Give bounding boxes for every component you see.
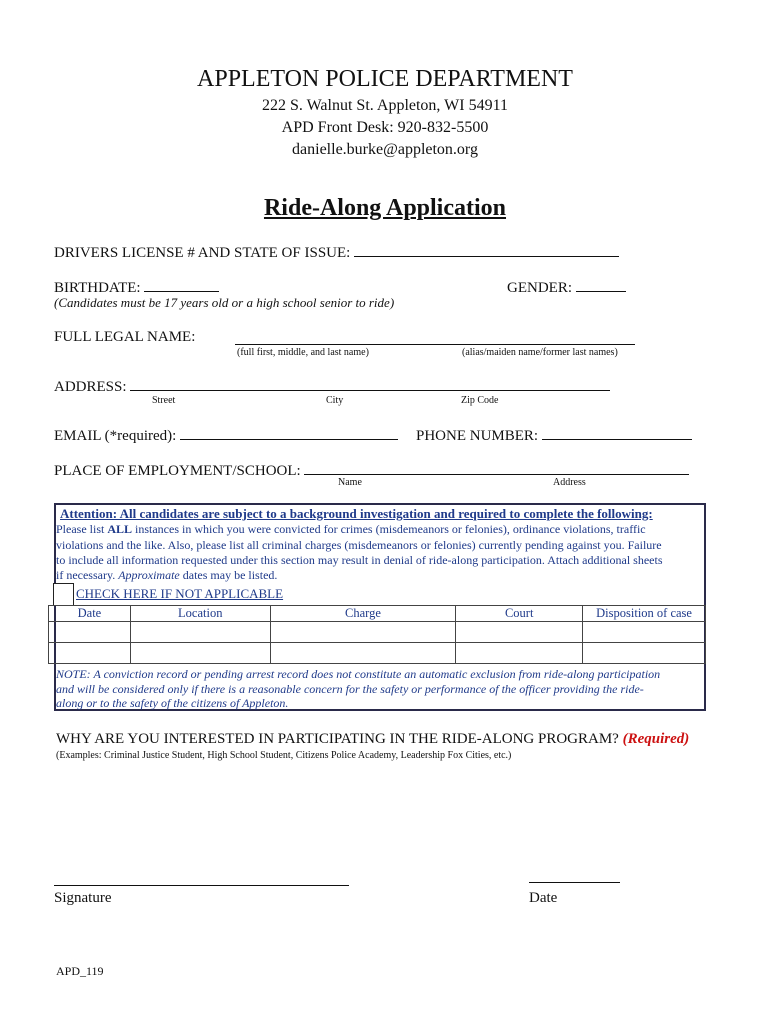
email-label: EMAIL (*required): — [54, 428, 177, 444]
table-cell[interactable] — [583, 643, 706, 664]
signature-line[interactable] — [54, 885, 349, 886]
table-row — [49, 643, 706, 664]
interest-examples: (Examples: Criminal Justice Student, High School Student, Citizens Police Academy, Leadership Fox Cities, etc.) — [56, 750, 512, 761]
attention-line-1-bold: ALL — [107, 522, 133, 536]
attention-heading: Attention: All candidates are subject to a background investigation and required to complete the following: — [60, 506, 653, 521]
department-email: danielle.burke@appleton.org — [292, 141, 478, 158]
gender-label: GENDER: — [507, 280, 572, 296]
note-line-3: along or to the safety of the citizens of Appleton. — [56, 696, 289, 710]
not-applicable-checkbox[interactable] — [53, 583, 74, 606]
email-field — [54, 425, 398, 445]
table-cell[interactable] — [49, 643, 131, 664]
address-label: ADDRESS: — [54, 379, 127, 395]
table-row — [49, 622, 706, 643]
full-name-label: FULL LEGAL NAME: — [54, 329, 196, 345]
attention-line-3: to include all information requested under this section may result in denial of ride-along participation. Attach additional sheets — [56, 553, 663, 567]
date-line[interactable] — [529, 882, 620, 883]
department-title: APPLETON POLICE DEPARTMENT — [197, 66, 573, 92]
column-court: Court — [456, 606, 583, 622]
employment-input[interactable] — [304, 460, 689, 475]
phone-field — [416, 425, 692, 445]
phone-label: PHONE NUMBER: — [416, 428, 539, 444]
table-cell[interactable] — [130, 643, 270, 664]
attention-line-4-italic: Approximate — [118, 568, 180, 582]
conviction-table — [48, 605, 706, 664]
interest-answer-area[interactable] — [54, 768, 704, 868]
attention-line-1 — [56, 522, 646, 537]
address-street-hint: Street — [152, 395, 176, 406]
gender-input[interactable] — [576, 277, 626, 292]
employment-field — [54, 460, 689, 480]
attention-line-1-start: Please list — [56, 522, 108, 536]
gender-field — [507, 277, 626, 297]
table-cell[interactable] — [270, 643, 456, 664]
birthdate-label: BIRTHDATE: — [54, 280, 141, 296]
address-city-hint: City — [326, 395, 344, 406]
note-line-2: and will be considered only if there is a reasonable concern for the safety or performance of the officer providing the ride- — [56, 682, 644, 696]
attention-line-4-end: dates may be listed. — [179, 568, 278, 582]
alias-name-hint: (alias/maiden name/former last names) — [462, 347, 618, 358]
table-cell[interactable] — [456, 622, 583, 643]
note-line-1: NOTE: A conviction record or pending arrest record does not constitute an automatic exclusion from ride-along participation — [56, 667, 661, 681]
table-cell[interactable] — [49, 622, 131, 643]
phone-input[interactable] — [542, 425, 692, 440]
form-title: Ride-Along Application — [263, 195, 507, 221]
employment-label: PLACE OF EMPLOYMENT/SCHOOL: — [54, 463, 301, 479]
required-marker: (Required) — [622, 731, 690, 747]
drivers-license-field — [54, 242, 619, 262]
column-disposition: Disposition of case — [583, 606, 706, 622]
attention-line-2: violations and the like. Also, please list all criminal charges (misdemeanors or felonies) currently pending against you. Failure — [56, 538, 662, 552]
interest-question-text: WHY ARE YOU INTERESTED IN PARTICIPATING IN THE RIDE-ALONG PROGRAM? — [56, 731, 619, 747]
date-label: Date — [529, 890, 558, 906]
employment-address-hint: Address — [553, 477, 586, 488]
drivers-license-label: DRIVERS LICENSE # AND STATE OF ISSUE: — [54, 245, 351, 261]
email-input[interactable] — [180, 425, 398, 440]
address-input[interactable] — [130, 376, 610, 391]
attention-line-4-start: if necessary. — [56, 568, 119, 582]
interest-question — [56, 731, 689, 748]
age-note: (Candidates must be 17 years old or a high school senior to ride) — [54, 295, 395, 310]
full-name-hint: (full first, middle, and last name) — [237, 347, 369, 358]
birthdate-input[interactable] — [144, 277, 219, 292]
table-cell[interactable] — [270, 622, 456, 643]
signature-label: Signature — [54, 890, 112, 906]
column-charge: Charge — [270, 606, 456, 622]
department-phone: APD Front Desk: 920-832-5500 — [281, 119, 489, 136]
table-cell[interactable] — [583, 622, 706, 643]
conviction-table-header — [49, 606, 706, 622]
drivers-license-input[interactable] — [354, 242, 619, 257]
not-applicable-label: CHECK HERE IF NOT APPLICABLE — [76, 586, 284, 601]
attention-line-4 — [56, 568, 277, 583]
table-cell[interactable] — [456, 643, 583, 664]
table-cell[interactable] — [130, 622, 270, 643]
department-address: 222 S. Walnut St. Appleton, WI 54911 — [262, 97, 508, 114]
form-code: APD_119 — [56, 964, 104, 978]
column-date: Date — [49, 606, 131, 622]
attention-line-1-end: instances in which you were convicted for crimes (misdemeanors or felonies), ordinance violations, traffic — [132, 522, 646, 536]
birthdate-field — [54, 277, 219, 297]
column-location: Location — [130, 606, 270, 622]
address-zip-hint: Zip Code — [461, 395, 499, 406]
full-name-input[interactable] — [235, 329, 635, 345]
address-field — [54, 376, 610, 396]
employment-name-hint: Name — [338, 477, 362, 488]
